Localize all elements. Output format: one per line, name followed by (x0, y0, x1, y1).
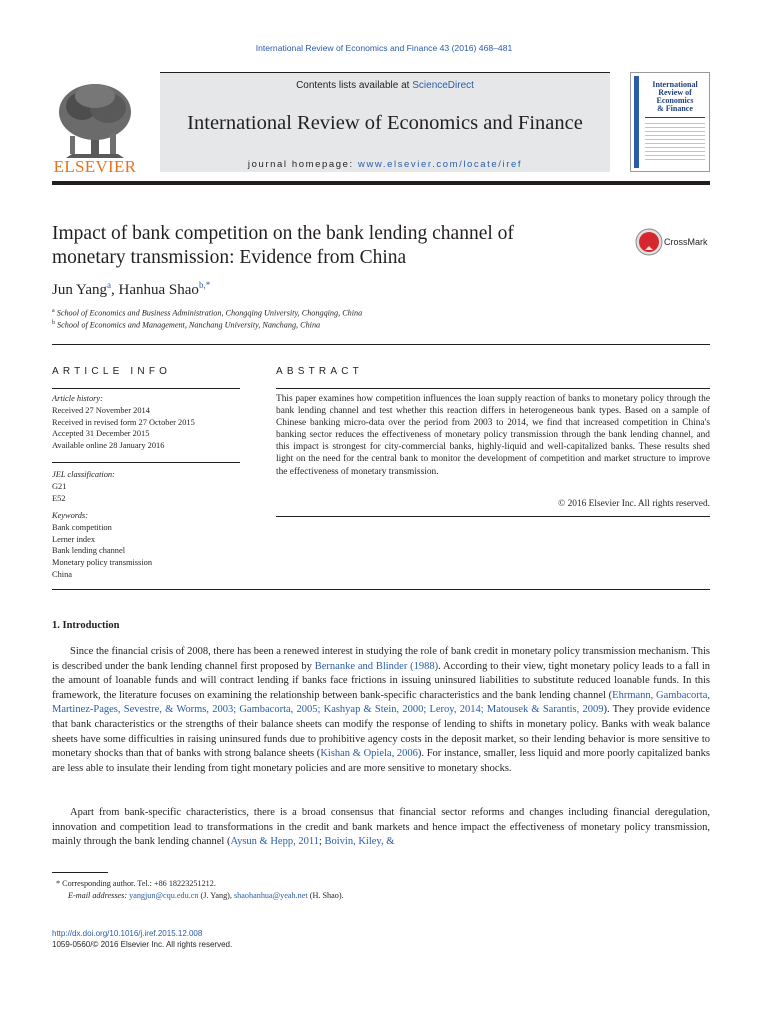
keyword: Bank competition (52, 522, 112, 532)
homepage-prefix: journal homepage: (247, 159, 358, 170)
journal-masthead (52, 70, 710, 182)
introduction-heading: 1. Introduction (52, 620, 120, 631)
keyword: Monetary policy transmission (52, 558, 153, 568)
jel-label: JEL classification: (52, 470, 115, 479)
paragraph-text: Apart from bank-specific characteristics, there is a broad consensus that financial sector reforms and changes including financial deregulation, innovation and competition lead to transformations in the credit and bank markets and hence impact the effectiveness of monetary policy transmission, mainly through the bank lending channel ( (52, 807, 710, 848)
author-name: Hanhua Shao (118, 282, 199, 298)
cover-title-line: International (652, 80, 698, 89)
introduction-paragraph (52, 645, 710, 776)
paragraph-text: Since the financial crisis of 2008, there has been a renewed interest in studying the role of bank credit in monetary policy transmission mechanism. This is described under the bank lending channel first proposed by (52, 646, 710, 672)
journal-title: International Review of Economics and Finance (187, 112, 583, 134)
section-divider (52, 589, 710, 590)
affiliation-marker[interactable]: b,* (198, 280, 211, 290)
keyword: Lerner index (52, 534, 96, 544)
journal-homepage-link[interactable]: www.elsevier.com/locate/iref (358, 159, 523, 170)
author-name: Jun Yang (52, 282, 108, 298)
keyword: China (52, 569, 73, 579)
contents-prefix: Contents lists available at (296, 80, 413, 91)
email-owner: (J. Yang), (198, 891, 234, 900)
citation-link[interactable]: Ehrmann, Gambacorta, Martinez-Pages, Sevestre, & Worms, 2003; Gambacorta, 2005; Kashyap & Stein, 2000; Leroy, 2014; Matousek & Sarantis, 2009 (52, 689, 710, 716)
article-title (52, 222, 612, 270)
doi-link[interactable]: http://dx.doi.org/10.1016/j.iref.2015.12.008 (52, 929, 203, 938)
affiliation-text: School of Economics and Business Administration, Chongqing University, Chongqing, China (56, 308, 363, 318)
email-label: E-mail addresses: (68, 891, 130, 900)
abstract-copyright: © 2016 Elsevier Inc. All rights reserved. (558, 499, 710, 509)
affiliation-label: b (52, 320, 55, 326)
email-link[interactable]: yangjun@cqu.edu.cn (129, 891, 199, 900)
article-history (52, 393, 195, 452)
corresponding-author-note: * Corresponding author. Tel.: +86 18223251212. (56, 879, 216, 888)
paragraph-text: ). They provide evidence that bank characteristics or the strengths of their balance sheets can modify the response of lending to shifts in monetary policy. Banks with weak balance sheets have some difficulties in raising uninsured funds due to prohibitive agency costs in the deposit market, so their lending behavior is more sensitive to monetary shocks than that of banks with strong balance sheets ( (52, 704, 710, 760)
sciencedirect-link[interactable]: ScienceDirect (412, 80, 474, 91)
footnote-rule (52, 872, 108, 873)
journal-cover-thumbnail[interactable] (630, 72, 710, 172)
contents-available-line (160, 80, 610, 91)
history-item: Accepted 31 December 2015 (52, 429, 150, 439)
citation-link[interactable]: Bernanke and Blinder (1988) (314, 660, 439, 672)
keywords (52, 510, 152, 581)
issn-copyright: 1059-0560/© 2016 Elsevier Inc. All rights reserved. (52, 940, 233, 949)
keyword: Bank lending channel (52, 546, 126, 556)
section-divider (52, 344, 710, 345)
header-divider (160, 72, 610, 73)
email-link[interactable]: shaohanhua@yeah.net (233, 891, 308, 900)
author-separator: , (111, 282, 119, 298)
history-item: Received in revised form 27 October 2015 (52, 417, 195, 427)
affiliation-text: School of Economics and Management, Nanchang University, Nanchang, China (57, 320, 321, 330)
affiliation (52, 320, 320, 330)
section-divider (276, 516, 710, 517)
paragraph-text: . According to their view, tight monetary policy leads to a fall in the amount of loanable funds and will contract lending if banks face frictions in issuing uninsured liabilities to substitute reduced loanable funds. In this framework, the literature focuses on examining the relationship between bank-specific characteristics and the bank lending channel ( (52, 660, 710, 701)
affiliation (52, 308, 362, 318)
introduction-paragraph (52, 806, 710, 850)
jel-classification (52, 469, 115, 504)
article-title-line: monetary transmission: Evidence from China (52, 247, 407, 268)
cover-title-line: Review of (658, 88, 692, 97)
jel-code: G21 (52, 481, 67, 491)
jel-code: E52 (52, 493, 66, 503)
elsevier-wordmark: ELSEVIER (53, 157, 137, 176)
cover-title-line: Economics (656, 96, 694, 105)
citation-link[interactable]: Boivin, Kiley, & (324, 836, 395, 848)
history-item: Available online 28 January 2016 (52, 441, 165, 451)
cover-rule (645, 117, 705, 118)
section-divider (52, 388, 240, 389)
journal-citation[interactable]: International Review of Economics and Finance 43 (2016) 468–481 (255, 43, 513, 53)
cover-contents (645, 123, 705, 163)
author-list (52, 280, 210, 299)
affiliation-marker[interactable]: a (107, 280, 112, 290)
citation-link[interactable]: Kishan & Opiela, 2006 (320, 748, 418, 760)
abstract-text: This paper examines how competition influences the loan supply reaction of banks to monetary policy through the bank lending channel and test whether this reaction differs in heterogeneous bank types. Based on a sample of Chinese banking micro-data over the period from 2003 to 2014, we find that increased competition in China's banking sector reduces the effectiveness of monetary policy transmission through the bank lending channel, and this impact is strongest for city-commercial banks, highly-liquid and well-capitalized banks. These results shed light on the need for the central bank to monitor the development of competition and market structure to improve the effectiveness of monetary transmission. (276, 394, 710, 477)
affiliation-label: a (52, 308, 55, 314)
cover-spine (634, 76, 639, 168)
abstract-heading: ABSTRACT (276, 366, 363, 377)
history-label: Article history: (52, 394, 103, 403)
paragraph-text: ; (318, 836, 325, 848)
email-addresses (68, 891, 344, 900)
masthead-rule (52, 181, 710, 185)
paragraph-text: ). For instance, smaller, less liquid and more poorly capitalized banks are less able to insulate their lending from tight monetary policies and are more sensitive to monetary shocks. (52, 748, 710, 774)
citation-link[interactable]: Aysun & Hepp, 2011 (230, 836, 319, 848)
journal-homepage-line (160, 159, 610, 170)
history-item: Received 27 November 2014 (52, 405, 150, 415)
email-owner: (H. Shao). (307, 891, 344, 900)
section-divider (52, 462, 240, 463)
section-divider (276, 388, 710, 389)
crossmark-label[interactable]: CrossMark (664, 237, 708, 247)
cover-title-line: & Finance (657, 104, 693, 113)
article-info-heading: ARTICLE INFO (52, 366, 172, 377)
keywords-label: Keywords: (52, 511, 88, 520)
article-title-line: Impact of bank competition on the bank lending channel of (52, 223, 514, 244)
cover-title (643, 81, 707, 113)
